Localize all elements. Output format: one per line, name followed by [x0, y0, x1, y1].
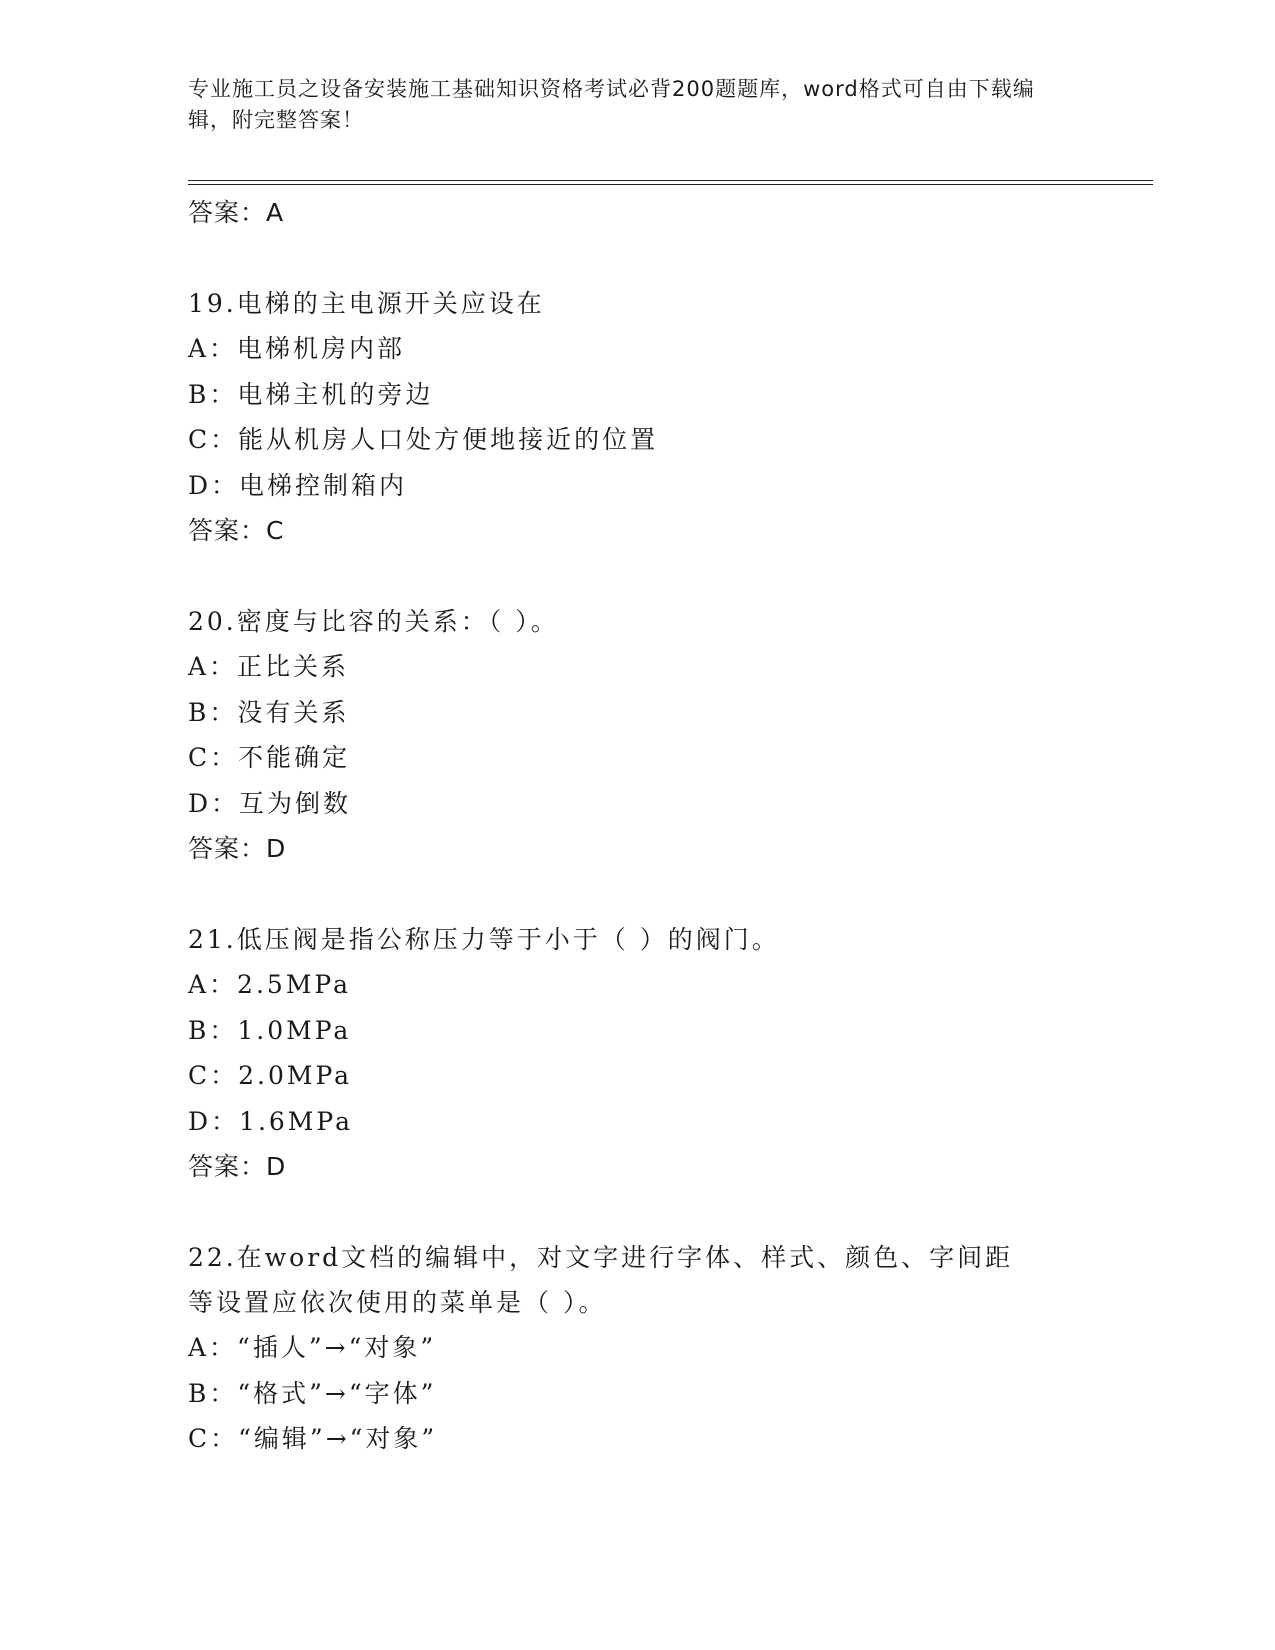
option-a: A：电梯机房内部	[188, 334, 406, 363]
header-divider	[188, 180, 1153, 185]
option-d: D：互为倒数	[188, 788, 352, 818]
option-a: A：“插人”→“对象”	[188, 1333, 437, 1362]
question-text: 22.在word文档的编辑中，对文字进行字体、样式、颜色、字间距等设置应依次使用的菜单是（ ）。	[188, 1243, 1014, 1317]
option-c: C：能从机房人口处方便地接近的位置	[188, 425, 659, 454]
question-text: 20.密度与比容的关系：（ ）。	[188, 607, 559, 636]
option-a: A：正比关系	[188, 652, 350, 681]
option-b: B：1.0MPa	[188, 1015, 352, 1045]
option-d: D：1.6MPa	[188, 1106, 354, 1136]
option-c: C：2.0MPa	[188, 1061, 353, 1090]
answer-line: 答案：D	[188, 1152, 287, 1181]
question-text: 21.低压阀是指公称压力等于小于（ ）的阀门。	[188, 925, 780, 954]
option-c: C：“编辑”→“对象”	[188, 1424, 438, 1453]
option-a: A：2.5MPa	[188, 970, 352, 999]
previous-answer: 答案：A	[188, 198, 285, 227]
option-b: B：没有关系	[188, 697, 350, 727]
answer-line: 答案：C	[188, 516, 285, 545]
question-text: 19.电梯的主电源开关应设在	[188, 289, 545, 318]
question-list	[188, 190, 1153, 1462]
option-d: D：电梯控制箱内	[188, 470, 408, 500]
document-header: 专业施工员之设备安装施工基础知识资格考试必背200题题库，word格式可自由下载编辑，附完整答案！	[188, 77, 1035, 132]
option-c: C：不能确定	[188, 743, 351, 772]
answer-line: 答案：D	[188, 834, 287, 863]
option-b: B：“格式”→“字体”	[188, 1378, 437, 1408]
option-b: B：电梯主机的旁边	[188, 379, 434, 409]
